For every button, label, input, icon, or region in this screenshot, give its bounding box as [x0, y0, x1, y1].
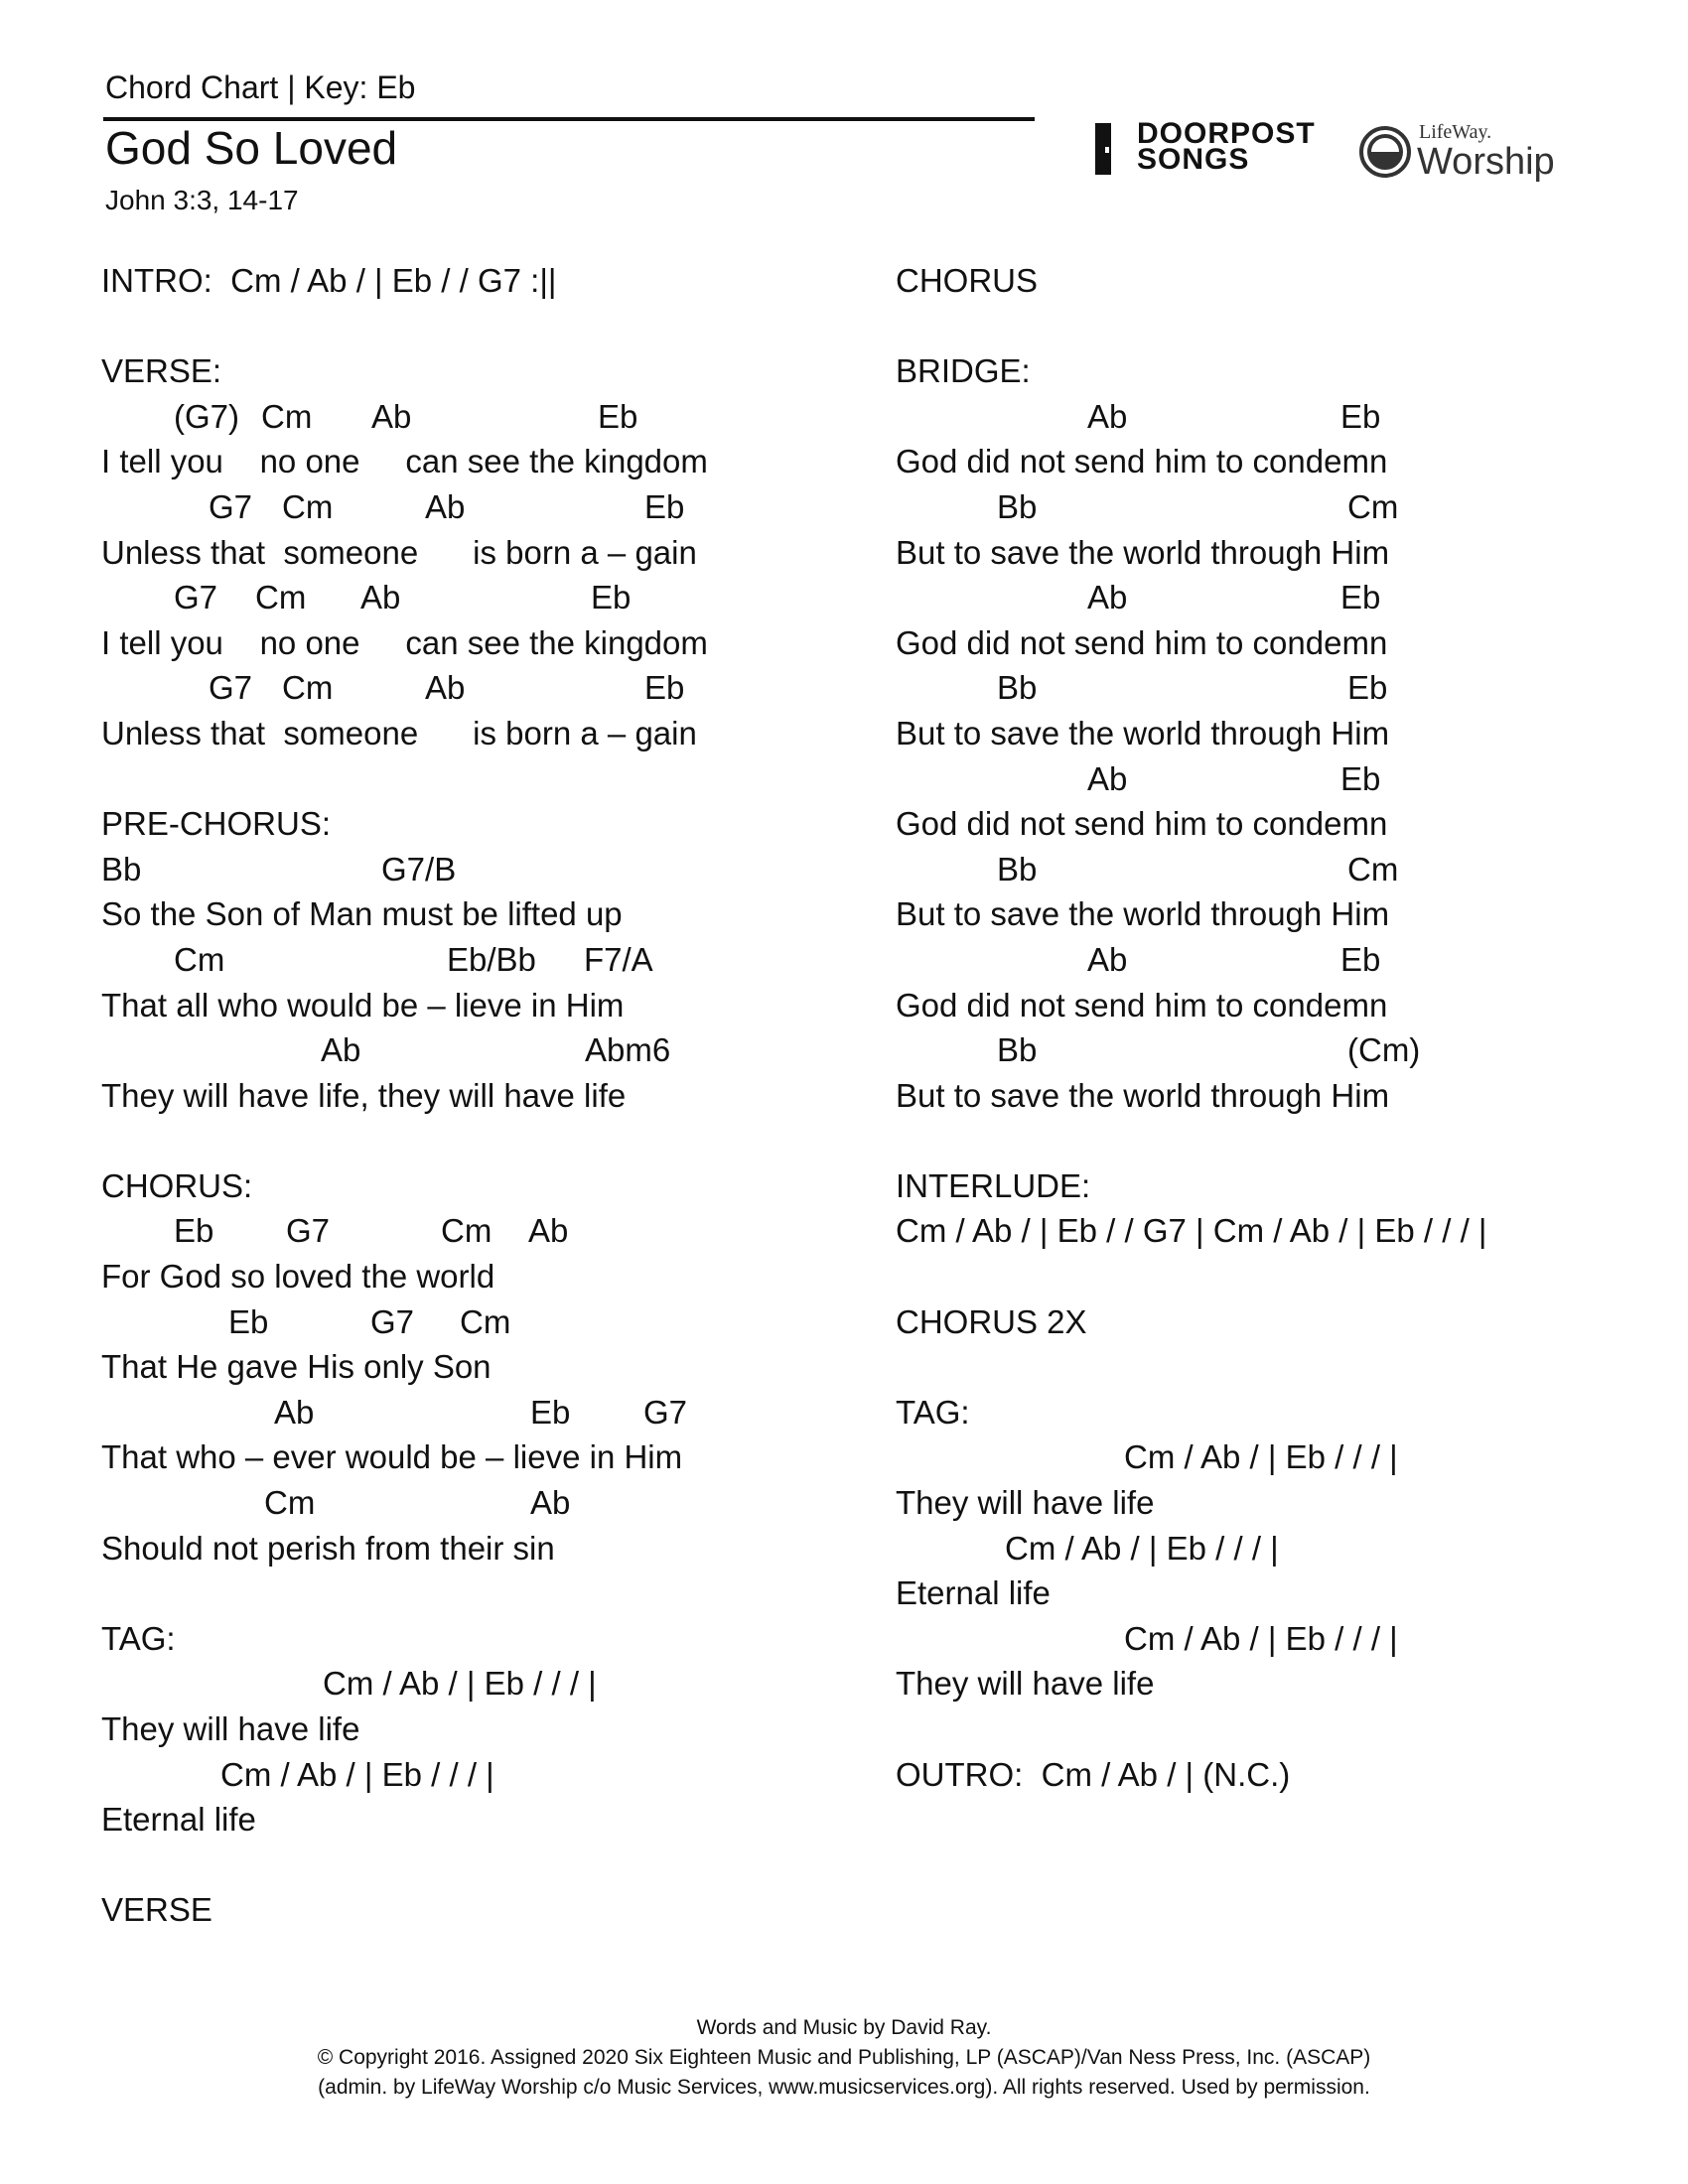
chorus-2x-label: CHORUS 2X [896, 1302, 1087, 1340]
lyric-line: They will have life [896, 1665, 1155, 1703]
chord-line [101, 1752, 856, 1798]
door-icon [1095, 123, 1125, 175]
chord: Ab [371, 397, 412, 435]
lyric-line: But to save the world through Him [896, 1076, 1390, 1114]
chord-line [896, 1434, 1670, 1480]
chord: Cm [1347, 487, 1399, 525]
logo-text-doorpost: DOORPOST [1137, 117, 1316, 150]
logo-text-lifeway: LifeWay. [1419, 121, 1492, 143]
chord-line [101, 394, 856, 440]
chord-line [896, 394, 1670, 440]
song-title: God So Loved [105, 122, 398, 174]
chord: Ab [1087, 579, 1128, 616]
chord-line [101, 1390, 856, 1435]
chord-progression: Cm / Ab / | Eb / / / | [1124, 1619, 1398, 1657]
chord: Ab [321, 1031, 361, 1069]
chord-progression: Cm / Ab / | Eb / / / | [1124, 1438, 1398, 1476]
lifeway-worship-logo [1358, 117, 1557, 187]
chord-line [896, 665, 1670, 711]
chord: Bb [997, 850, 1038, 887]
chord: (Cm) [1347, 1031, 1421, 1069]
chord: Eb [174, 1212, 214, 1250]
logo-text-songs: SONGS [1137, 143, 1250, 176]
chord-line [896, 756, 1670, 802]
lyric-line: God did not send him to condemn [896, 986, 1388, 1024]
chord-progression: Cm / Ab / | Eb / / / | [1005, 1529, 1279, 1567]
chord-line [101, 1480, 856, 1526]
chord: F7/A [584, 940, 653, 978]
chord: G7 [174, 579, 218, 616]
lyric-line: But to save the world through Him [896, 714, 1390, 751]
lifeway-ring-icon [1358, 125, 1412, 179]
chord: Bb [101, 850, 142, 887]
chord-progression: Cm / Ab / | Eb / / / | [220, 1755, 494, 1793]
chord: Eb [1340, 759, 1381, 797]
chord: Bb [997, 669, 1038, 707]
right-column [896, 258, 1670, 1797]
pre-chorus-label: PRE-CHORUS: [101, 805, 332, 843]
chord-line [101, 665, 856, 711]
outro-line: OUTRO: Cm / Ab / | (N.C.) [896, 1755, 1291, 1793]
lyric-line: That He gave His only Son [101, 1348, 492, 1386]
lyric-line: God did not send him to condemn [896, 805, 1388, 843]
verse-label: VERSE: [101, 352, 222, 390]
chord: Abm6 [585, 1031, 671, 1069]
lyric-line: So the Son of Man must be lifted up [101, 895, 623, 933]
tag-label: TAG: [896, 1393, 970, 1431]
chord: Eb [1340, 940, 1381, 978]
chord-line [101, 1208, 856, 1254]
chord: Cm [255, 579, 307, 616]
doorpost-songs-logo [1095, 119, 1334, 179]
chord: Ab [528, 1212, 569, 1250]
lyric-line: Should not perish from their sin [101, 1529, 555, 1567]
chord: Eb [530, 1393, 571, 1431]
chord-line [896, 484, 1670, 530]
chord: Cm [282, 487, 334, 525]
chord-line [101, 937, 856, 983]
interlude-label: INTERLUDE: [896, 1166, 1091, 1204]
lyric-line: God did not send him to condemn [896, 623, 1388, 661]
bridge-label: BRIDGE: [896, 352, 1031, 390]
chord-line [896, 847, 1670, 892]
lyric-line: They will have life [896, 1484, 1155, 1522]
chord: Bb [997, 487, 1038, 525]
chord: G7/B [381, 850, 457, 887]
chord: Bb [997, 1031, 1038, 1069]
chord-line [896, 1616, 1670, 1662]
lyric-line: That all who would be – lieve in Him [101, 986, 625, 1024]
chord: Ab [1087, 940, 1128, 978]
chord: Cm [264, 1484, 316, 1522]
left-column [101, 258, 856, 1933]
chord-line [101, 1027, 856, 1073]
chord: Ab [425, 669, 466, 707]
interlude-chords: Cm / Ab / | Eb / / G7 | Cm / Ab / | Eb / / / | [896, 1212, 1487, 1250]
chord: Ab [1087, 759, 1128, 797]
chord: Eb [1340, 579, 1381, 616]
scripture-reference: John 3:3, 14-17 [105, 185, 299, 215]
chord: Cm [441, 1212, 492, 1250]
chord: Eb [591, 579, 632, 616]
chord-line [101, 575, 856, 620]
lyric-line: Unless that someone is born a – gain [101, 533, 697, 571]
chord: Cm [282, 669, 334, 707]
lyric-line: Eternal life [896, 1574, 1051, 1612]
chord-line [101, 847, 856, 892]
verse-repeat-label: VERSE [101, 1891, 212, 1929]
lyric-line: For God so loved the world [101, 1258, 495, 1296]
songwriter-credit: Words and Music by David Ray. [696, 2016, 992, 2039]
chord: Eb [598, 397, 638, 435]
intro-line: INTRO: Cm / Ab / | Eb / / G7 :|| [101, 262, 557, 299]
chord-line [896, 1526, 1670, 1571]
admin-line: (admin. by LifeWay Worship c/o Music Services, www.musicservices.org). All rights reserved. Used by permission. [318, 2076, 1370, 2099]
chord: Eb [1340, 397, 1381, 435]
copyright-footer [0, 2013, 1688, 2103]
lyric-line: But to save the world through Him [896, 895, 1390, 933]
chord: Cm [261, 397, 313, 435]
chord-line [101, 1299, 856, 1345]
logo-text-worship: Worship [1417, 141, 1555, 183]
chorus-label: CHORUS: [101, 1166, 253, 1204]
chart-key-label: Chord Chart | Key: Eb [105, 69, 416, 105]
chord: Eb [644, 487, 685, 525]
lyric-line: I tell you no one can see the kingdom [101, 623, 708, 661]
chord: Cm [1347, 850, 1399, 887]
chord: Eb/Bb [447, 940, 536, 978]
lyric-line: I tell you no one can see the kingdom [101, 443, 708, 480]
chord: Eb [1347, 669, 1388, 707]
chord-line [896, 1027, 1670, 1073]
lyric-line: They will have life, they will have life [101, 1076, 627, 1114]
lyric-line: They will have life [101, 1710, 360, 1747]
chord: (G7) [174, 397, 239, 435]
chord: Ab [1087, 397, 1128, 435]
chord: G7 [643, 1393, 688, 1431]
chord-line [896, 575, 1670, 620]
chord: G7 [286, 1212, 331, 1250]
chord: Ab [425, 487, 466, 525]
chord: G7 [209, 487, 253, 525]
tag-label: TAG: [101, 1619, 176, 1657]
lyric-line: God did not send him to condemn [896, 443, 1388, 480]
chord: Ab [274, 1393, 315, 1431]
chorus-repeat-label: CHORUS [896, 262, 1039, 299]
chord-line [896, 304, 1670, 349]
chord: G7 [370, 1302, 415, 1340]
lyric-line: That who – ever would be – lieve in Him [101, 1438, 683, 1476]
chord: Ab [360, 579, 401, 616]
chord: Eb [644, 669, 685, 707]
chord: G7 [209, 669, 253, 707]
chord-progression: Cm / Ab / | Eb / / / | [323, 1665, 597, 1703]
chord-line [101, 484, 856, 530]
lyric-line: Unless that someone is born a – gain [101, 714, 697, 751]
lyric-line: But to save the world through Him [896, 533, 1390, 571]
copyright-line: © Copyright 2016. Assigned 2020 Six Eighteen Music and Publishing, LP (ASCAP)/Van Ness Press, Inc. (ASCAP) [317, 2046, 1371, 2069]
chord-line [896, 937, 1670, 983]
lyric-line: Eternal life [101, 1801, 256, 1839]
chord: Cm [460, 1302, 511, 1340]
chord: Ab [530, 1484, 571, 1522]
chord: Cm [174, 940, 225, 978]
chord-line [101, 1661, 856, 1706]
chord: Eb [228, 1302, 269, 1340]
